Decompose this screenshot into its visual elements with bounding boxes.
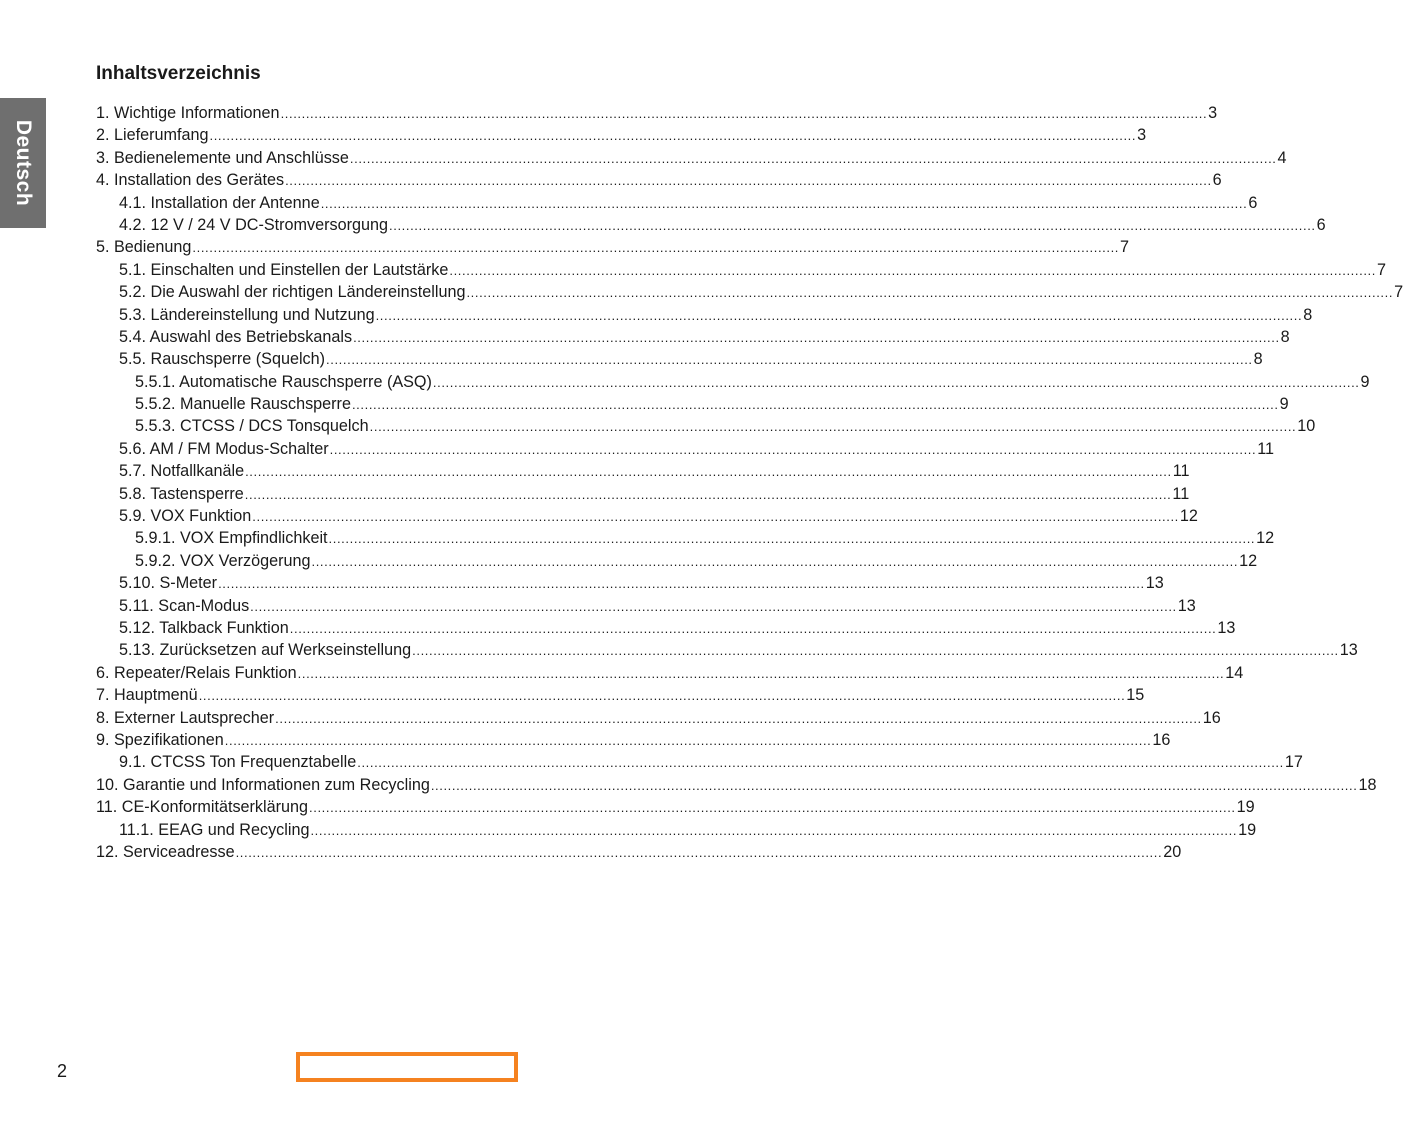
toc-entry-label: 5.10. S-Meter: [119, 574, 218, 593]
toc-dot-leader: ............................................................................................................................................................................................................................: [412, 643, 1339, 659]
toc-entry-page: 12: [1179, 507, 1198, 526]
toc-entry[interactable]: [96, 304, 1313, 326]
toc-entry-label: 5.9.1. VOX Empfindlichkeit: [135, 529, 328, 548]
language-tab-label: Deutsch: [12, 119, 35, 207]
toc-entry-page: 13: [1217, 618, 1236, 637]
toc-dot-leader: ............................................................................................................................................................................................................................: [285, 173, 1212, 189]
toc-entry-label: 5.5.3. CTCSS / DCS Tonsquelch: [135, 417, 369, 436]
toc-entry-page: 6: [1316, 215, 1326, 234]
toc-entry-label: 5.9.2. VOX Verzögerung: [135, 551, 311, 570]
toc-dot-leader: ............................................................................................................................................................................................................................: [310, 822, 1238, 838]
toc-entry-page: 16: [1152, 730, 1171, 749]
toc-entry-page: 18: [1358, 775, 1377, 794]
toc-entry[interactable]: [96, 527, 1275, 549]
toc-entry-label: 8. Externer Lautsprecher: [96, 708, 275, 727]
toc-entry-page: 17: [1284, 753, 1303, 772]
toc-entry[interactable]: [96, 595, 1196, 617]
toc-entry-page: 9: [1360, 372, 1370, 391]
toc-title: Inhaltsverzeichnis: [96, 63, 261, 84]
toc-entry[interactable]: [96, 415, 1316, 437]
toc-entry-page: 3: [1137, 126, 1147, 145]
toc-entry[interactable]: [96, 214, 1326, 236]
toc-dot-leader: ............................................................................................................................................................................................................................: [328, 531, 1256, 547]
toc-dot-leader: ............................................................................................................................................................................................................................: [192, 240, 1120, 256]
toc-entry-label: 5.2. Die Auswahl der richtigen Ländereinstellung: [119, 283, 466, 302]
toc-entry-label: 4. Installation des Gerätes: [96, 171, 285, 190]
toc-entry-page: 10: [1297, 417, 1316, 436]
toc-dot-leader: ............................................................................................................................................................................................................................: [311, 553, 1239, 569]
toc-entry[interactable]: [96, 774, 1377, 796]
toc-entry-label: 5.9. VOX Funktion: [119, 507, 252, 526]
toc-entry-label: 12. Serviceadresse: [96, 842, 235, 861]
toc-dot-leader: ............................................................................................................................................................................................................................: [250, 598, 1177, 614]
toc-entry[interactable]: [96, 707, 1221, 729]
toc-dot-leader: ............................................................................................................................................................................................................................: [297, 665, 1225, 681]
toc-entry-label: 2. Lieferumfang: [96, 126, 209, 145]
toc-entry-label: 5.6. AM / FM Modus-Schalter: [119, 439, 329, 458]
toc-entry[interactable]: [96, 483, 1190, 505]
toc-entry[interactable]: [96, 124, 1147, 146]
toc-entry[interactable]: [96, 460, 1190, 482]
toc-entry-label: 5.11. Scan-Modus: [119, 596, 250, 615]
toc-entry-page: 15: [1126, 686, 1145, 705]
toc-dot-leader: ............................................................................................................................................................................................................................: [432, 374, 1360, 390]
toc-dot-leader: ............................................................................................................................................................................................................................: [389, 217, 1316, 233]
toc-dot-leader: ............................................................................................................................................................................................................................: [320, 195, 1248, 211]
toc-dot-leader: ............................................................................................................................................................................................................................: [309, 800, 1236, 816]
orange-frame: [296, 1052, 518, 1082]
toc-entry-label: 3. Bedienelemente und Anschlüsse: [96, 148, 349, 167]
toc-entry[interactable]: [96, 662, 1244, 684]
toc-entry-label: 6. Repeater/Relais Funktion: [96, 663, 297, 682]
toc-entry-page: 12: [1256, 529, 1275, 548]
toc-entry-label: 4.1. Installation der Antenne: [119, 193, 320, 212]
toc-entry-page: 19: [1236, 798, 1255, 817]
toc-entry[interactable]: [96, 819, 1257, 841]
toc-dot-leader: ............................................................................................................................................................................................................................: [353, 329, 1280, 345]
toc-dot-leader: ............................................................................................................................................................................................................................: [245, 464, 1172, 480]
toc-entry-page: 3: [1208, 104, 1218, 122]
toc-entry-label: 5.1. Einschalten und Einstellen der Lautstärke: [119, 260, 449, 279]
toc-entry-label: 5.3. Ländereinstellung und Nutzung: [119, 305, 375, 324]
toc-entry-label: 5.5. Rauschsperre (Squelch): [119, 350, 326, 369]
toc-entry-page: 11: [1257, 439, 1275, 458]
toc-dot-leader: ............................................................................................................................................................................................................................: [235, 844, 1163, 860]
toc-dot-leader: ............................................................................................................................................................................................................................: [209, 128, 1137, 144]
toc-entry-page: 13: [1339, 641, 1358, 660]
toc-entry-page: 4: [1277, 148, 1287, 167]
toc-entry[interactable]: [96, 393, 1289, 415]
toc-entry-label: 10. Garantie und Informationen zum Recycling: [96, 775, 430, 794]
toc-entry-label: 4.2. 12 V / 24 V DC-Stromversorgung: [119, 215, 389, 234]
toc-entry-page: 13: [1177, 596, 1196, 615]
toc-entry-label: 5.5.2. Manuelle Rauschsperre: [135, 395, 351, 414]
language-tab: [0, 98, 46, 228]
toc-entry-label: 7. Hauptmenü: [96, 686, 198, 705]
toc-entry-page: 19: [1238, 820, 1257, 839]
toc-entry-page: 8: [1303, 305, 1313, 324]
toc-entry-label: 1. Wichtige Informationen: [96, 104, 280, 122]
toc-dot-leader: ............................................................................................................................................................................................................................: [244, 486, 1172, 502]
toc-entry-page: 11: [1172, 462, 1190, 481]
toc-dot-leader: ............................................................................................................................................................................................................................: [369, 419, 1297, 435]
toc-entry-label: 5.13. Zurücksetzen auf Werkseinstellung: [119, 641, 412, 660]
toc-dot-leader: ............................................................................................................................................................................................................................: [449, 262, 1376, 278]
toc-entry[interactable]: [96, 617, 1236, 639]
toc-entry-label: 9. Spezifikationen: [96, 730, 224, 749]
toc-dot-leader: ............................................................................................................................................................................................................................: [351, 397, 1279, 413]
toc-entry-page: 6: [1212, 171, 1222, 190]
toc-dot-leader: ............................................................................................................................................................................................................................: [275, 710, 1202, 726]
toc-entry-label: 5.4. Auswahl des Betriebskanals: [119, 327, 353, 346]
toc-dot-leader: ............................................................................................................................................................................................................................: [280, 106, 1208, 121]
toc-entry[interactable]: [96, 684, 1145, 706]
toc-entry-label: 11. CE-Konformitätserklärung: [96, 798, 309, 817]
toc-entry[interactable]: [96, 259, 1386, 281]
toc-entry[interactable]: [96, 281, 1403, 303]
toc-entry[interactable]: [96, 572, 1164, 594]
toc-dot-leader: ............................................................................................................................................................................................................................: [252, 509, 1179, 525]
toc-dot-leader: ............................................................................................................................................................................................................................: [218, 576, 1145, 592]
toc-dot-leader: ............................................................................................................................................................................................................................: [349, 150, 1277, 166]
toc-entry[interactable]: [96, 841, 1182, 863]
table-of-contents: [96, 102, 1403, 863]
toc-entry-label: 5.12. Talkback Funktion: [119, 618, 289, 637]
toc-entry[interactable]: [96, 326, 1290, 348]
toc-entry-page: 20: [1163, 842, 1182, 861]
toc-entry-page: 16: [1202, 708, 1221, 727]
toc-dot-leader: ............................................................................................................................................................................................................................: [357, 755, 1284, 771]
toc-entry-page: 7: [1376, 260, 1386, 279]
toc-entry-page: 7: [1120, 238, 1130, 257]
toc-entry[interactable]: [96, 550, 1258, 572]
toc-entry-page: 7: [1394, 283, 1403, 302]
toc-dot-leader: ............................................................................................................................................................................................................................: [329, 441, 1257, 457]
toc-entry-page: 14: [1225, 663, 1244, 682]
toc-entry-label: 5.8. Tastensperre: [119, 484, 244, 503]
toc-entry-page: 8: [1280, 327, 1290, 346]
toc-dot-leader: ............................................................................................................................................................................................................................: [326, 352, 1253, 368]
toc-entry-page: 12: [1239, 551, 1258, 570]
toc-dot-leader: ............................................................................................................................................................................................................................: [198, 688, 1126, 704]
toc-entry[interactable]: [96, 505, 1198, 527]
toc-entry[interactable]: [96, 169, 1222, 191]
toc-entry-page: 9: [1279, 395, 1289, 414]
toc-entry[interactable]: [96, 751, 1303, 773]
toc-dot-leader: ............................................................................................................................................................................................................................: [466, 285, 1394, 301]
toc-entry-label: 5.7. Notfallkanäle: [119, 462, 245, 481]
toc-dot-leader: ............................................................................................................................................................................................................................: [430, 777, 1358, 793]
toc-entry-label: 11.1. EEAG und Recycling: [119, 820, 310, 839]
toc-dot-leader: ............................................................................................................................................................................................................................: [289, 620, 1217, 636]
toc-entry-page: 11: [1172, 484, 1190, 503]
toc-dot-leader: ............................................................................................................................................................................................................................: [224, 732, 1152, 748]
toc-entry[interactable]: [96, 192, 1258, 214]
toc-entry[interactable]: [96, 102, 1218, 124]
toc-entry[interactable]: [96, 729, 1171, 751]
toc-entry-page: 13: [1145, 574, 1164, 593]
page-number: 2: [57, 1061, 68, 1081]
toc-entry-label: 5. Bedienung: [96, 238, 192, 257]
toc-entry[interactable]: [96, 236, 1130, 258]
toc-entry[interactable]: [96, 371, 1370, 393]
toc-entry[interactable]: [96, 348, 1263, 370]
toc-entry-page: 6: [1248, 193, 1258, 212]
toc-entry[interactable]: [96, 639, 1358, 661]
toc-entry-label: 9.1. CTCSS Ton Frequenztabelle: [119, 753, 357, 772]
toc-entry-page: 8: [1253, 350, 1263, 369]
toc-entry[interactable]: [96, 147, 1287, 169]
toc-dot-leader: ............................................................................................................................................................................................................................: [375, 307, 1303, 323]
toc-entry[interactable]: [96, 438, 1275, 460]
toc-entry-label: 5.5.1. Automatische Rauschsperre (ASQ): [135, 372, 432, 391]
toc-entry[interactable]: [96, 796, 1255, 818]
